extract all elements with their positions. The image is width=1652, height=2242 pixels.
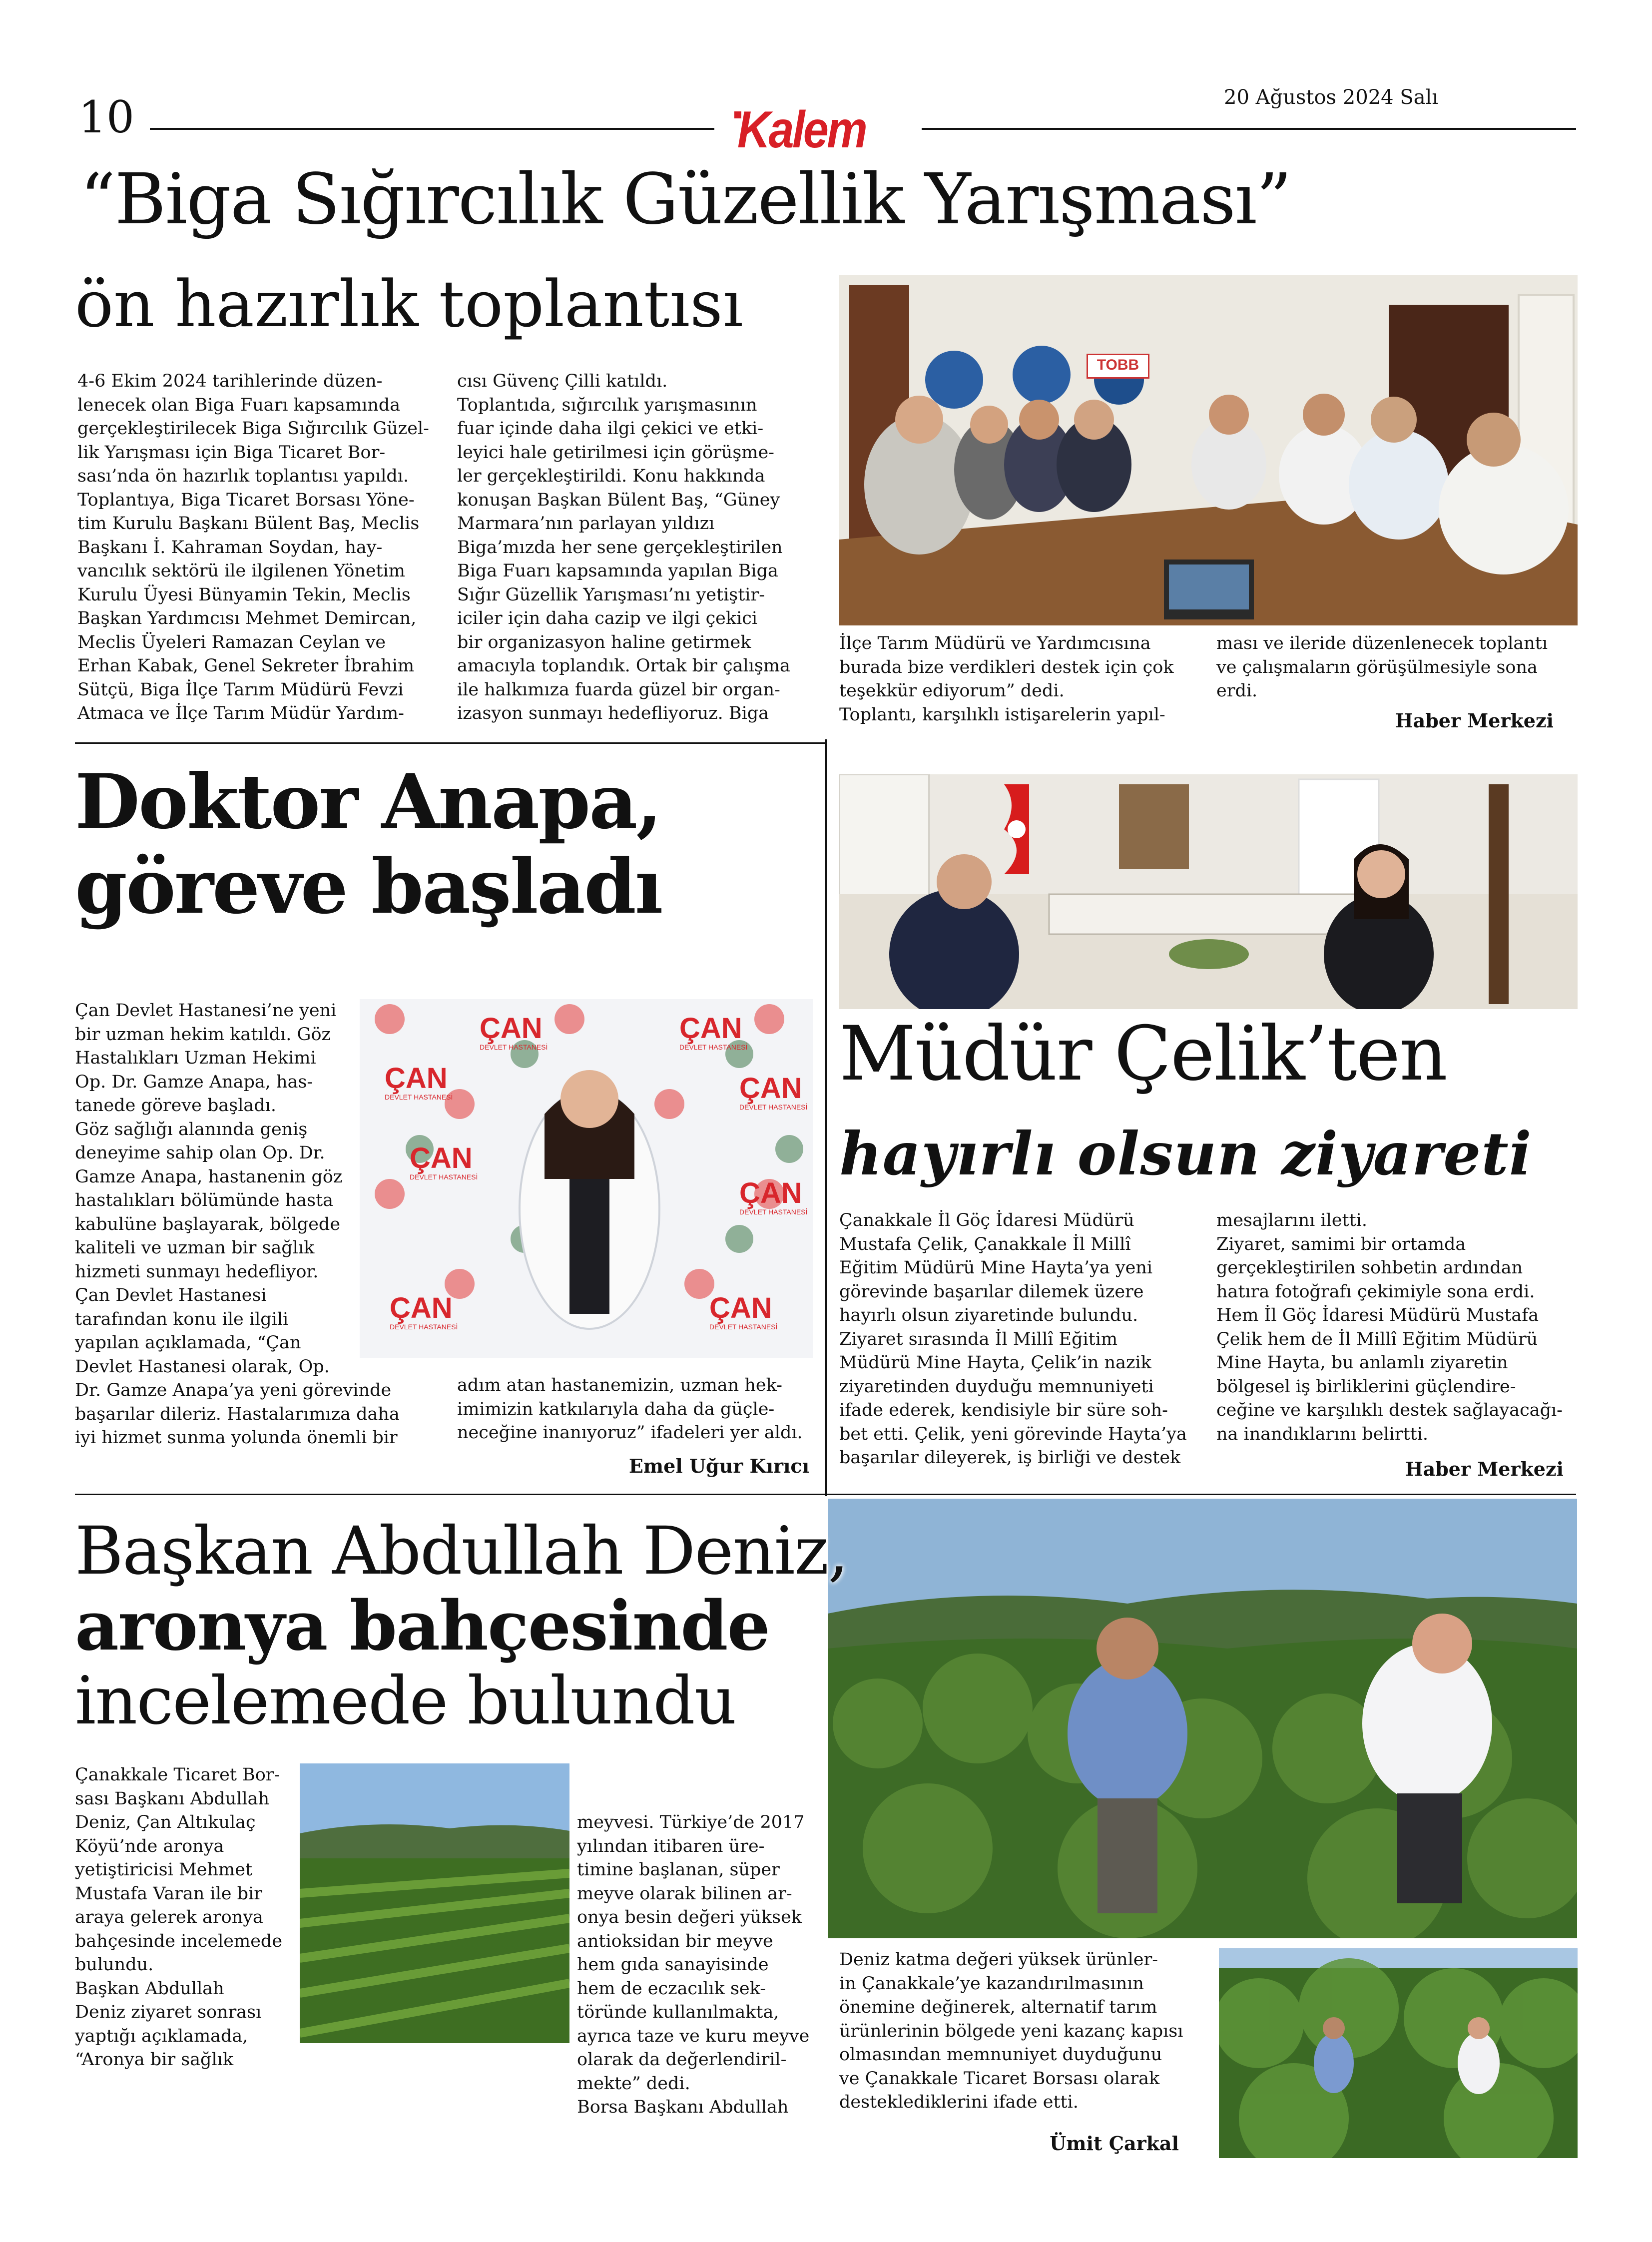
article4-subheadline: aronya bahçesinde	[75, 1586, 770, 1666]
backdrop-logo-text: ÇAN	[739, 1177, 802, 1209]
backdrop-logo-sub: DEVLET HASTANESİ	[709, 1323, 778, 1331]
section-rule-2	[75, 1494, 1576, 1495]
backdrop-logo-text: ÇAN	[385, 1062, 448, 1095]
backdrop-logo-text: ÇAN	[709, 1292, 772, 1324]
backdrop-logo-1	[480, 1014, 548, 1051]
meeting-photo-art	[839, 275, 1578, 625]
section-rule-1	[75, 742, 827, 744]
header-rule-right	[922, 128, 1576, 130]
article2-col1: Çan Devlet Hastanesi’ne yeni bir uzman hekim katıldı. Göz Hastalıkları Uzman Hekimi Op. Dr. Gamze Anapa, has- tanede göreve başladı. Göz sağlığı alanında geniş deneyime sahip olan Op. Dr. Gamze Anapa, hastanenin göz hastalıkları bölümünde hasta kabulüne başlayarak, bölgede kaliteli ve uzman bir sağlık hizmeti sunmayı hedefliyor. Çan Devlet Hastanesi tarafından konu ile ilgili yapılan açıklamada, “Çan Devlet Hastanesi olarak, Op. Dr. Gamze Anapa’ya yeni görevinde başarılar dileriz. Hastalarımıza daha iyi hizmet sunma yolunda önemli bir	[75, 1001, 400, 1448]
aronya-small-photo-art	[1219, 1948, 1578, 2158]
aronya-small-photo	[1219, 1948, 1578, 2158]
meeting-photo-sign	[1087, 354, 1149, 379]
article3-byline: Haber Merkezi	[1405, 1458, 1564, 1480]
backdrop-logo-text: ÇAN	[410, 1142, 473, 1174]
article2-headline: Doktor Anapa,	[75, 758, 661, 846]
meeting-photo	[839, 275, 1578, 625]
article1-col3: İlçe Tarım Müdürü ve Yardımcısına burada bize verdikleri destek için çok teşekkür ediyorum” dedi. Toplantı, karşılıklı istişarelerin yapıl-	[839, 633, 1174, 725]
backdrop-logo-2	[679, 1014, 747, 1051]
masthead-logo	[734, 102, 914, 157]
logo-text: Kalem	[737, 101, 866, 159]
backdrop-logo-text: ÇAN	[679, 1012, 742, 1045]
article4-col3: Deniz katma değeri yüksek ürünler- in Çanakkale’ye kazandırılmasının önemine değinerek, alternatif tarım ürünlerinin bölgede yeni kazanç kapısı olmasından memnuniyet duyduğunu ve Çanakkale Ticaret Borsası olarak desteklediklerini ifade etti.	[839, 1950, 1183, 2112]
article1-byline: Haber Merkezi	[1395, 709, 1554, 732]
article2-col2: adım atan hastanemizin, uzman hek- imimizin katkılarıyla daha da güçle- neceğine inanıyoruz” ifadeleri yer aldı.	[457, 1375, 803, 1443]
aronya-field-photo-art	[300, 1763, 569, 2043]
backdrop-logo-sub: DEVLET HASTANESİ	[480, 1043, 548, 1051]
column-divider	[825, 739, 827, 1496]
doctor-photo	[360, 999, 813, 1358]
backdrop-logo-text: ÇAN	[390, 1292, 453, 1324]
tobb-logo-text: TOBB	[1097, 357, 1139, 373]
backdrop-logo-6	[739, 1179, 807, 1216]
aronya-main-photo	[828, 1499, 1577, 1938]
aronya-field-photo	[300, 1763, 569, 2043]
backdrop-logo-sub: DEVLET HASTANESİ	[390, 1323, 458, 1331]
article1-subheadline: ön hazırlık toplantısı	[75, 267, 743, 342]
article3-subheadline: hayırlı olsun ziyareti	[839, 1119, 1532, 1188]
issue-date: 20 Ağustos 2024 Salı	[1224, 86, 1439, 109]
office-visit-photo-art	[839, 774, 1578, 1009]
backdrop-logo-sub: DEVLET HASTANESİ	[410, 1173, 478, 1181]
article1-col4: ması ve ileride düzenlenecek toplantı ve çalışmaların görüşülmesiyle sona erdi.	[1216, 633, 1548, 701]
article3-headline: Müdür Çelik’ten	[839, 1011, 1447, 1098]
backdrop-logo-4	[739, 1074, 807, 1111]
article4-col1: Çanakkale Ticaret Bor- sası Başkanı Abdullah Deniz, Çan Altıkulaç Köyü’nde aronya yetiştiricisi Mehmet Mustafa Varan ile bir araya gelerek aronya bahçesinde incelemede bulundu. Başkan Abdullah Deniz ziyaret sonrası yaptığı açıklamada, “Aronya bir sağlık	[75, 1765, 283, 2070]
backdrop-logo-8	[709, 1294, 777, 1331]
article1-col1: 4-6 Ekim 2024 tarihlerinde düzen- lenecek olan Biga Fuarı kapsamında gerçekleştirilecek Biga Sığırcılık Güzel- lik Yarışması için Biga Ticaret Bor- sası’nda ön hazırlık toplantısı yapıldı. Toplantıya, Biga Ticaret Borsası Yöne- tim Kurulu Başkanı Bülent Baş, Meclis Başkanı İ. Kahraman Soydan, hay- vancılık sektörü ile ilgilenen Yönetim Kurulu Üyesi Bünyamin Tekin, Meclis Başkan Yardımcısı Mehmet Demircan, Meclis Üyeleri Ramazan Ceylan ve Erhan Kabak, Genel Sekreter İbrahim Sütçü, Biga İlçe Tarım Müdürü Fevzi Atmaca ve İlçe Tarım Müdür Yardım-	[77, 371, 429, 723]
backdrop-logo-sub: DEVLET HASTANESİ	[679, 1043, 748, 1051]
office-visit-photo	[839, 774, 1578, 1009]
article4-col2: meyvesi. Türkiye’de 2017 yılından itibaren üre- timine başlanan, süper meyve olarak bilinen ar- onya besin değeri yüksek antioksidan bir meyve hem gıda sanayisinde hem de eczacılık sek- töründe kullanılmakta, ayrıca taze ve kuru meyve olarak da değerlendiril- mekte” dedi. Borsa Başkanı Abdullah	[577, 1812, 810, 2117]
header-rule-left	[150, 128, 714, 130]
backdrop-logo-sub: DEVLET HASTANESİ	[739, 1103, 808, 1111]
backdrop-logo-7	[390, 1294, 458, 1331]
article3-col2: mesajlarını iletti. Ziyaret, samimi bir ortamda gerçekleştirilen sohbetin ardından hatıra fotoğrafı çekimiyle sona erdi. Hem İl Göç İdaresi Müdürü Mustafa Çelik hem de İl Millî Eğitim Müdürü Mine Hayta, bu anlamlı ziyaretin bölgesel iş birliklerini güçlendire- ceğine ve karşılıklı destek sağlayacağı- na inandıklarını belirtti.	[1216, 1210, 1563, 1444]
aronya-main-photo-art	[828, 1499, 1577, 1938]
backdrop-logo-sub: DEVLET HASTANESİ	[385, 1093, 453, 1101]
article1-col2: cısı Güvenç Çilli katıldı. Toplantıda, sığırcılık yarışmasının fuar içinde daha ilgi çekici ve etki- leyici hale getirilmesi için görüşme- ler gerçekleştirildi. Konu hakkında konuşan Başkan Bülent Baş, “Güney Marmara’nın parlayan yıldızı Biga’mızda her sene gerçekleştirilen Biga Fuarı kapsamında yapılan Biga Sığır Güzellik Yarışması’nı yetiştir- iciler için daha cazip ve ilgi çekici bir organizasyon haline getirmek amacıyla toplandık. Ortak bir çalışma ile halkımıza fuarda güzel bir organ- izasyon sunmayı hedefliyoruz. Biga	[457, 371, 790, 723]
backdrop-logo-5	[410, 1144, 478, 1181]
article4-subheadline-2: incelemede bulundu	[75, 1663, 736, 1739]
backdrop-logo-text: ÇAN	[480, 1012, 543, 1045]
backdrop-logo-3	[385, 1064, 453, 1101]
backdrop-logo-text: ÇAN	[739, 1072, 802, 1105]
page-number: 10	[78, 91, 134, 143]
backdrop-logo-sub: DEVLET HASTANESİ	[739, 1208, 808, 1216]
article4-headline: Başkan Abdullah Deniz,	[75, 1513, 848, 1590]
article3-col1: Çanakkale İl Göç İdaresi Müdürü Mustafa Çelik, Çanakkale İl Millî Eğitim Müdürü Mine Hayta’ya yeni görevinde başarılar dilemek üzere hayırlı olsun ziyaretinde bulundu. Ziyaret sırasında İl Millî Eğitim Müdürü Mine Hayta, Çelik’in nazik ziyaretinden duyduğu memnuniyeti ifade ederek, kendisiyle bir süre soh- bet etti. Çelik, yeni görevinde Hayta’ya başarılar dileyerek, iş birliği ve destek	[839, 1210, 1187, 1468]
article2-byline: Emel Uğur Kırıcı	[628, 1455, 809, 1477]
article2-subheadline: göreve başladı	[75, 843, 662, 931]
article4-byline: Ümit Çarkal	[1050, 2132, 1179, 2155]
article1-headline: “Biga Sığırcılık Güzellik Yarışması”	[80, 159, 1291, 240]
